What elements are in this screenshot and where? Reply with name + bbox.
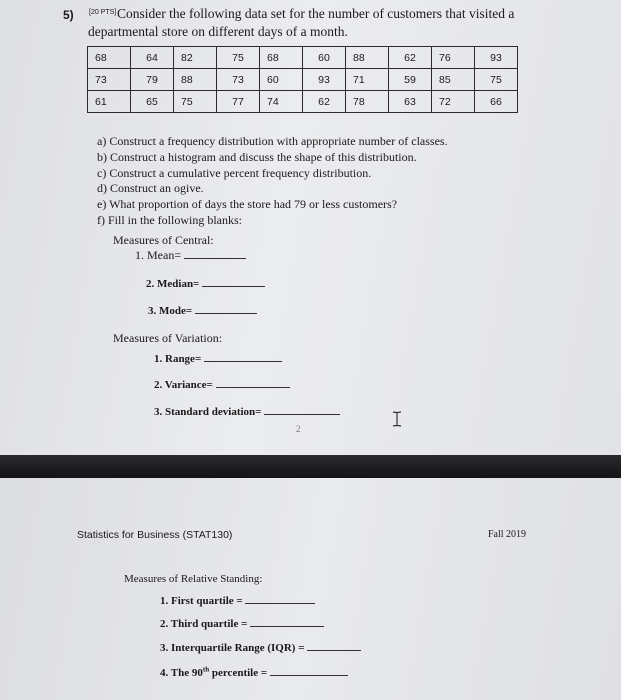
first-quartile-blank	[245, 593, 315, 604]
variation-heading: Measures of Variation:	[113, 331, 223, 345]
median-label: 2. Median=	[146, 278, 200, 290]
range-blank-row	[154, 351, 282, 365]
median-blank-row	[146, 276, 265, 290]
p90-blank	[270, 665, 348, 676]
table-cell: 85	[432, 69, 475, 91]
range-blank	[204, 351, 282, 362]
first-quartile-row	[160, 593, 315, 607]
table-cell: 75	[174, 91, 217, 113]
iqr-row	[160, 640, 361, 654]
sd-blank-row	[154, 404, 340, 418]
mean-blank	[184, 248, 246, 259]
table-cell: 64	[131, 47, 174, 69]
mode-label: 3. Mode=	[148, 305, 193, 317]
table-cell: 88	[346, 47, 389, 69]
table-cell: 61	[88, 91, 131, 113]
course-name: Statistics for Business (STAT130)	[77, 529, 233, 541]
table-cell: 78	[346, 91, 389, 113]
table-cell: 60	[303, 47, 346, 69]
table-cell: 73	[217, 69, 260, 91]
p90-label-suffix: percentile =	[209, 667, 268, 679]
term: Fall 2019	[488, 529, 527, 540]
task-e: e) What proportion of days the store had 79 or less customers?	[97, 197, 398, 212]
table-row	[88, 47, 518, 69]
table-cell: 59	[389, 69, 432, 91]
median-blank	[202, 276, 265, 287]
mode-blank-row	[148, 303, 257, 317]
p90-row	[160, 665, 348, 679]
table-cell: 68	[88, 47, 131, 69]
variance-blank	[216, 377, 290, 388]
p90-label-prefix: 4. The 90	[160, 667, 203, 679]
question-text-line1: Consider the following data set for the number of customers that visited a	[117, 6, 515, 21]
table-cell: 66	[475, 91, 518, 113]
table-row	[88, 69, 518, 91]
table-cell: 77	[217, 91, 260, 113]
table-cell: 79	[131, 69, 174, 91]
question-number: 5)	[63, 8, 74, 22]
table-cell: 75	[217, 47, 260, 69]
page-number: 2	[296, 424, 301, 434]
table-cell: 65	[131, 91, 174, 113]
table-row	[88, 91, 518, 113]
table-cell: 73	[88, 69, 131, 91]
mode-blank	[195, 303, 257, 314]
third-quartile-blank	[250, 616, 324, 627]
variance-blank-row	[154, 377, 290, 391]
table-cell: 63	[389, 91, 432, 113]
task-f: f) Fill in the following blanks:	[97, 212, 242, 227]
table-cell: 74	[260, 91, 303, 113]
task-b: b) Construct a histogram and discuss the shape of this distribution.	[97, 149, 417, 164]
table-cell: 60	[260, 69, 303, 91]
table-cell: 71	[346, 69, 389, 91]
table-cell: 72	[432, 91, 475, 113]
variance-label: 2. Variance=	[154, 379, 213, 391]
table-cell: 76	[432, 47, 475, 69]
task-d: d) Construct an ogive.	[97, 181, 204, 196]
p90-label-sup: th	[202, 665, 210, 674]
table-cell: 93	[475, 47, 518, 69]
sd-blank	[264, 404, 340, 415]
customer-data-table	[87, 46, 518, 113]
sd-label: 3. Standard deviation=	[154, 406, 262, 418]
table-cell: 62	[303, 91, 346, 113]
mean-blank-row	[135, 248, 246, 263]
page-gap	[0, 455, 621, 478]
mean-label: 1. Mean=	[135, 248, 182, 262]
table-cell: 88	[174, 69, 217, 91]
third-quartile-label: 2. Third quartile =	[160, 618, 248, 630]
central-heading: Measures of Central:	[113, 233, 214, 247]
relative-heading: Measures of Relative Standing:	[124, 573, 263, 585]
iqr-blank	[307, 640, 361, 651]
text-cursor-icon	[389, 410, 405, 428]
table-cell: 62	[389, 47, 432, 69]
table-cell: 68	[260, 47, 303, 69]
table-cell: 75	[475, 69, 518, 91]
third-quartile-row	[160, 616, 324, 630]
page-3-sheet	[0, 478, 621, 700]
task-list	[97, 134, 448, 229]
question-points: [20 PTS]	[89, 9, 117, 16]
task-a: a) Construct a frequency distribution with appropriate number of classes.	[97, 134, 448, 148]
question-text-line2: departmental store on different days of a month.	[88, 24, 348, 39]
table-cell: 93	[303, 69, 346, 91]
range-label: 1. Range=	[154, 353, 202, 365]
iqr-label: 3. Interquartile Range (IQR) =	[160, 642, 305, 654]
table-cell: 82	[174, 47, 217, 69]
first-quartile-label: 1. First quartile =	[160, 595, 243, 607]
task-c: c) Construct a cumulative percent frequency distribution.	[97, 165, 372, 180]
